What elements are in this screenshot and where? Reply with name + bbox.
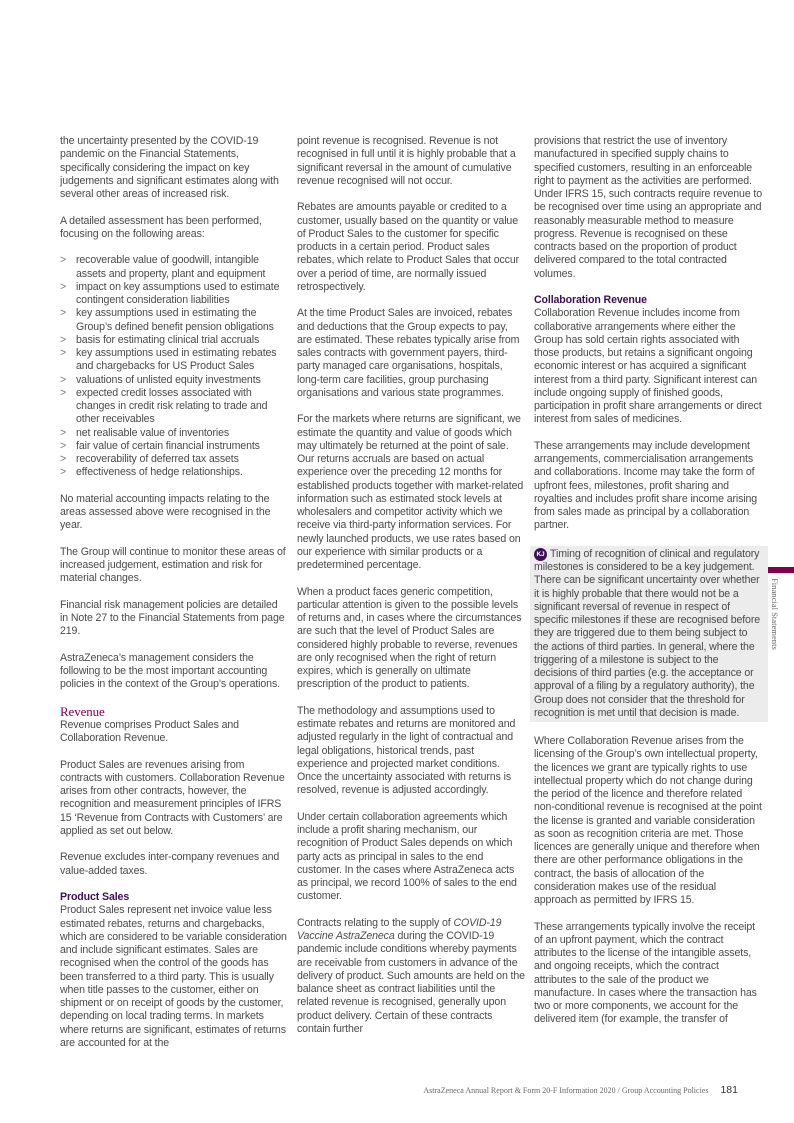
chevron-bullet-icon: >	[60, 453, 67, 465]
column-2	[297, 135, 525, 1049]
page-footer	[423, 1084, 738, 1096]
paragraph: point revenue is recognised. Revenue is not recognised in full until it is highly probable that a significant reversal in the amount of cumulative revenue recognised will not occur.	[297, 135, 516, 187]
chevron-bullet-icon: >	[60, 439, 67, 452]
list-item-text: recoverable value of goodwill, intangible assets and property, plant and equipment	[76, 254, 266, 280]
page-number: 181	[720, 1084, 738, 1096]
list-item-text: fair value of certain financial instruments	[76, 439, 260, 452]
paragraph: the uncertainty presented by the COVID-19 pandemic on the Financial Statements, specifically considering the impact on key judgements and significant estimates along with several other areas of increased risk.	[60, 135, 279, 200]
list-item	[60, 281, 288, 308]
list-item	[60, 440, 288, 453]
list-item-text: valuations of unlisted equity investments	[76, 373, 261, 386]
list-item-text: net realisable value of inventories	[76, 426, 230, 439]
paragraph: A detailed assessment has been performed, focusing on the following areas:	[60, 214, 262, 240]
collaboration-revenue-heading: Collaboration Revenue	[534, 294, 647, 306]
list-item-text: key assumptions used in estimating rebates and chargebacks for US Product Sales	[76, 347, 277, 373]
list-item-text: impact on key assumptions used to estimate contingent consideration liabilities	[76, 280, 280, 306]
key-judgement-icon: KJ	[534, 548, 547, 561]
list-item-text: basis for estimating clinical trial accruals	[76, 333, 260, 346]
footer-text: AstraZeneca Annual Report & Form 20-F Information 2020 / Group Accounting Policies	[423, 1086, 709, 1095]
paragraph: Revenue excludes inter-company revenues and value-added taxes.	[60, 851, 280, 877]
text-run: Contracts relating to the supply of	[297, 916, 454, 929]
list-item	[60, 334, 288, 347]
list-item-text: key assumptions used in estimating the Group’s defined benefit pension obligations	[76, 307, 274, 333]
paragraph: The methodology and assumptions used to estimate rebates and returns are monitored and adjusted regularly in the light of contractual and legal obligations, historical trends, past experience and projected market conditions. Once the uncertainty associated with returns is resolved, revenue is adjusted accordingly.	[297, 704, 516, 797]
chevron-bullet-icon: >	[60, 373, 67, 386]
vaccine-name: COVID-19 Vaccine AstraZeneca	[297, 916, 502, 942]
text-run: during the COVID-19 pandemic include conditions whereby payments are receivable from customers in advance of the delivery of product. Such amounts are held on the balance sheet as contract liabilities until the related revenue is recognised, generally upon product delivery. Certain of these contracts contain further	[297, 930, 525, 1035]
section-side-label-text: Financial Statements	[770, 578, 780, 650]
paragraph: The Group will continue to monitor these areas of increased judgement, estimation and risk for material changes.	[60, 545, 286, 585]
list-item	[60, 374, 288, 387]
list-item	[60, 307, 288, 334]
list-item	[60, 347, 288, 374]
paragraph: Collaboration Revenue includes income from collaborative arrangements where either the Group has sold certain rights associated with those products, but retains a significant ongoing economic interest or has acquired a significant interest from a third party. Significant interest can include ongoing supply of finished goods, participation in profit share arrangements or direct interest from sales of medicines.	[534, 307, 762, 426]
list-item	[60, 387, 288, 427]
assessment-areas-list	[60, 254, 288, 479]
paragraph: AstraZeneca’s management considers the following to be the most important accounting policies in the context of the Group’s operations.	[60, 651, 280, 691]
key-judgement-box	[530, 546, 768, 722]
section-side-label	[768, 578, 782, 658]
paragraph: For the markets where returns are significant, we estimate the quantity and value of goods which may ultimately be returned at the point of sale. Our returns accruals are based on actual experience over the preceding 12 months for established products together with market-related information such as estimated stock levels at wholesalers and competitor activity which we receive via third-party information services. For newly launched products, we use rates based on our experience with similar products or a predetermined percentage.	[297, 413, 524, 571]
product-sales-heading: Product Sales	[60, 891, 130, 903]
chevron-bullet-icon: >	[60, 280, 67, 293]
list-item-text: expected credit losses associated with changes in credit risk relating to trade and other receivables	[76, 386, 268, 426]
list-item-text: recoverability of deferred tax assets	[76, 453, 239, 465]
paragraph: When a product faces generic competition, particular attention is given to the possible levels of returns and, in cases where the circumstances are such that the level of Product Sales are considered highly probable to reverse, revenues are only recognised when the right of return expires, which is generally on ultimate prescription of the product to patients.	[297, 585, 522, 691]
paragraph: These arrangements may include development arrangements, commercialisation arrangements and collaborations. Income may take the form of upfront fees, milestones, profit sharing and royalties and includes profit share income arising from sales made as principal by a collaboration partner.	[534, 439, 758, 532]
paragraph: Financial risk management policies are detailed in Note 27 to the Financial Statements from page 219.	[60, 598, 285, 638]
paragraph: Under certain collaboration agreements which include a profit sharing mechanism, our recognition of Product Sales depends on which party acts as principal in sales to the end customer. In the cases where AstraZeneca acts as principal, we record 100% of sales to the end customer.	[297, 810, 517, 903]
chevron-bullet-icon: >	[60, 386, 67, 399]
revenue-heading: Revenue	[60, 703, 105, 719]
list-item	[60, 453, 288, 466]
chevron-bullet-icon: >	[60, 426, 67, 439]
list-item	[60, 466, 288, 479]
paragraph: provisions that restrict the use of inventory manufactured in specified supply chains to specified customers, resulting in an enforceable right to payment as the activities are performed. Under IFRS 15, such contracts require revenue to be recognised over time using an appropriate and reasonably measurable method to measure progress. Revenue is recognised on these contracts based on the proportion of product delivered compared to the total contracted volumes.	[534, 135, 763, 280]
key-judgement-text: Timing of recognition of clinical and regulatory milestones is considered to be a key judgement. There can be significant uncertainty over whether it is highly probable that there would not be a significant reversal of revenue in respect of specific milestones if these are recognised before they are triggered due to them being subject to the actions of third parties. In general, where the triggering of a milestone is subject to the decisions of third parties (e.g. the acceptance or approval of a filing by a regulatory authority), the Group does not consider that the threshold for recognition is met until that decision is made.	[534, 547, 761, 719]
chevron-bullet-icon: >	[60, 466, 67, 479]
chevron-bullet-icon: >	[60, 333, 67, 346]
section-tab-marker	[768, 567, 794, 573]
paragraph: Where Collaboration Revenue arises from the licensing of the Group’s own intellectual property, the licences we grant are typically rights to use intellectual property which do not change during the period of the licence and therefore related non-conditional revenue is recognised at the point the license is granted and variable consideration as soon as recognition criteria are met. Those licences are generally unique and therefore when there are other performance obligations in the contract, the basis of allocation of the consideration makes use of the residual approach as permitted by IFRS 15.	[534, 735, 762, 906]
chevron-bullet-icon: >	[60, 254, 67, 267]
list-item	[60, 254, 288, 281]
paragraph: Product Sales are revenues arising from contracts with customers. Collaboration Revenue arises from other contracts, however, the recognition and measurement principles of IFRS 15 ‘Revenue from Contracts with Customers’ are applied as set out below.	[60, 758, 285, 837]
column-3	[534, 135, 762, 1040]
chevron-bullet-icon: >	[60, 347, 67, 359]
paragraph: At the time Product Sales are invoiced, rebates and deductions that the Group expects to pay, are estimated. These rebates typically arise from sales contracts with government payers, third-party managed care organisations, hospitals, long-term care facilities, group purchasing organisations and various state programmes.	[297, 307, 520, 399]
chevron-bullet-icon: >	[60, 307, 67, 320]
paragraph	[297, 917, 525, 1036]
paragraph: No material accounting impacts relating to the areas assessed above were recognised in the year.	[60, 492, 271, 532]
list-item	[60, 427, 288, 440]
column-1	[60, 135, 288, 1063]
paragraph: Revenue comprises Product Sales and Collaboration Revenue.	[60, 718, 239, 744]
paragraph: Rebates are amounts payable or credited to a customer, usually based on the quantity or value of Product Sales to the customer for specific products in a certain period. Product sales rebates, which relate to Product Sales that occur over a period of time, are normally issued retrospectively.	[297, 201, 520, 293]
paragraph: Product Sales represent net invoice value less estimated rebates, returns and chargebacks, which are considered to be variable consideration and include significant estimates. Sales are recognised when the control of the goods has been transferred to a third party. This is usually when title passes to the customer, either on shipment or on receipt of goods by the customer, depending on local trading terms. In markets where returns are significant, estimates of returns are accounted for at the	[60, 904, 287, 1049]
paragraph: These arrangements typically involve the receipt of an upfront payment, which the contract attributes to the license of the intangible assets, and ongoing receipts, which the contract attributes to the sale of the product we manufacture. In cases where the transaction has two or more components, we account for the delivered item (for example, the transfer of	[534, 920, 757, 1026]
list-item-text: effectiveness of hedge relationships.	[76, 466, 243, 479]
